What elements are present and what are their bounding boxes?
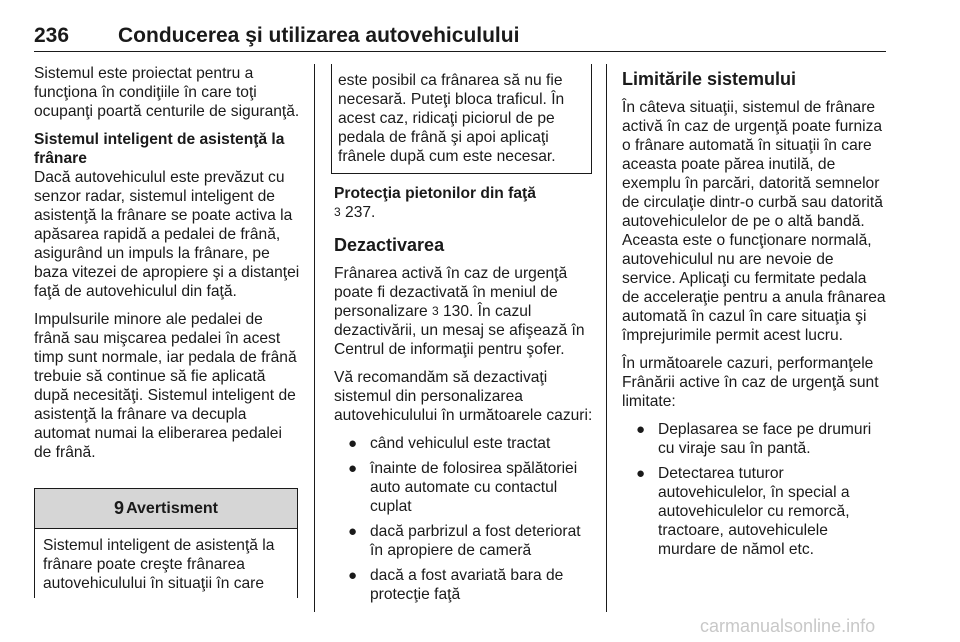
list-item xyxy=(334,434,596,453)
intro-paragraph: Sistemul este proiectat pentru a funcţiona în condiţiile în care toţi ocupanţi poartă centurile de siguranţă. xyxy=(34,65,300,120)
list-item-text: când vehiculul este tractat xyxy=(370,435,551,452)
brake-assist-paragraph-2: Impulsurile minore ale pedalei de frână sau mişcarea pedalei în acest timp sunt normale, iar pedala de frână trebuie să continue să fie aplicată după necesităţi. Sistemul inteligent de asistenţă la frânare va decupla automat numai la eliberarea pedalei de frână. xyxy=(34,311,297,461)
list-item-text: Detectarea tuturor autovehiculelor, în special a autovehiculelor cu remorcă, tractoare, autovehiculele murdare de nămol etc. xyxy=(658,465,850,558)
column-1 xyxy=(34,64,300,471)
limitations-heading: Limitările sistemului xyxy=(622,69,797,89)
bullet-icon: ● xyxy=(348,460,358,477)
list-item xyxy=(334,459,596,516)
deactivation-heading: Dezactivarea xyxy=(334,235,445,255)
pedestrian-protection-reference xyxy=(334,203,596,222)
list-item-text: înainte de folosirea spălătoriei auto automate cu contactul cuplat xyxy=(370,460,578,515)
warning-header xyxy=(35,489,297,529)
limitations-list xyxy=(622,420,888,559)
bullet-icon: ● xyxy=(348,523,358,540)
page-reference-arrow-icon: 3 xyxy=(334,205,341,219)
deactivation-text-b: 130. În cazul dezactivării, un mesaj se afişează în Centrul de informaţii pentru şofer. xyxy=(334,303,585,358)
list-item-text: dacă a fost avariată bara de protecţie faţă xyxy=(370,567,564,603)
warning-box xyxy=(34,488,298,598)
limitations-paragraph-1: În câteva situaţii, sistemul de frânare activă în caz de urgenţă poate furniza o frânare automată în situaţii în care aceasta poate părea inutilă, de exemplu în parcări, datorită semnelor de circulaţie dintr-o curbă sau datorită autovehiculelor de pe o altă bandă. Aceasta este o funcţionare normală, autovehiculul nu are nevoie de service. Aplicaţi cu fermitate pedala de acceleraţie pentru a anula frânarea automată în cazul în care situaţia şi împrejurimile permit acest lucru. xyxy=(622,99,886,344)
deactivation-paragraph-2: Vă recomandăm să dezactivaţi sistemul din personalizarea autovehiculului în următoarele cazuri: xyxy=(334,369,593,424)
list-item xyxy=(334,566,596,604)
column-2 xyxy=(334,184,596,610)
bullet-icon: ● xyxy=(348,567,358,584)
warning-text-start: Sistemul inteligent de asistenţă la frânare poate creşte frânarea autovehiculului în situaţii în care xyxy=(43,537,275,592)
list-item xyxy=(622,420,888,458)
warning-box-continued xyxy=(331,64,592,174)
deactivation-list xyxy=(334,434,596,604)
page-reference-arrow-icon: 3 xyxy=(431,304,439,318)
list-item xyxy=(622,464,888,559)
column-3 xyxy=(622,64,888,565)
page-title: Conducerea şi utilizarea autovehiculului xyxy=(118,24,520,47)
deactivation-text-a: Frânarea activă în caz de urgenţă poate fi dezactivată în meniul de personalizare xyxy=(334,265,568,320)
warning-triangle-icon: 9 xyxy=(114,498,125,518)
warning-title: Avertisment xyxy=(126,499,218,517)
brake-assist-paragraph-1: Dacă autovehiculul este prevăzut cu senzor radar, sistemul inteligent de asistenţă la frânare se poate activa la apăsarea rapidă a pedalei de frână, asigurând un impuls la frânare, pe baza vitezei de apropiere şi a distanţei faţă de autovehiculul din faţă. xyxy=(34,169,300,300)
bullet-icon: ● xyxy=(348,435,358,452)
deactivation-paragraph-1 xyxy=(334,264,596,359)
bullet-icon: ● xyxy=(636,465,646,482)
watermark: carmanualsonline.info xyxy=(700,616,876,636)
list-item xyxy=(334,522,596,560)
page-number: 236 xyxy=(34,24,70,47)
bullet-icon: ● xyxy=(636,421,646,438)
limitations-paragraph-2: În următoarele cazuri, performanţele Frânării active în caz de urgenţă sunt limitate: xyxy=(622,355,879,410)
brake-assist-heading: Sistemul inteligent de asistenţă la frânare xyxy=(34,131,285,167)
warning-text-continued: este posibil ca frânarea să nu fie necesară. Puteţi bloca traficul. În acest caz, ridicaţi piciorul de pe pedala de frână şi apoi aplicaţi frânele după cum este necesar. xyxy=(338,72,565,165)
column-divider-1 xyxy=(314,64,315,612)
list-item-text: Deplasarea se face pe drumuri cu viraje sau în pantă. xyxy=(658,421,872,457)
column-divider-2 xyxy=(606,64,607,612)
page-header xyxy=(34,22,886,52)
list-item-text: dacă parbrizul a fost deteriorat în apropiere de cameră xyxy=(370,523,581,559)
pedestrian-protection-page: 237. xyxy=(340,204,376,221)
pedestrian-protection-heading: Protecţia pietonilor din faţă xyxy=(334,185,536,202)
